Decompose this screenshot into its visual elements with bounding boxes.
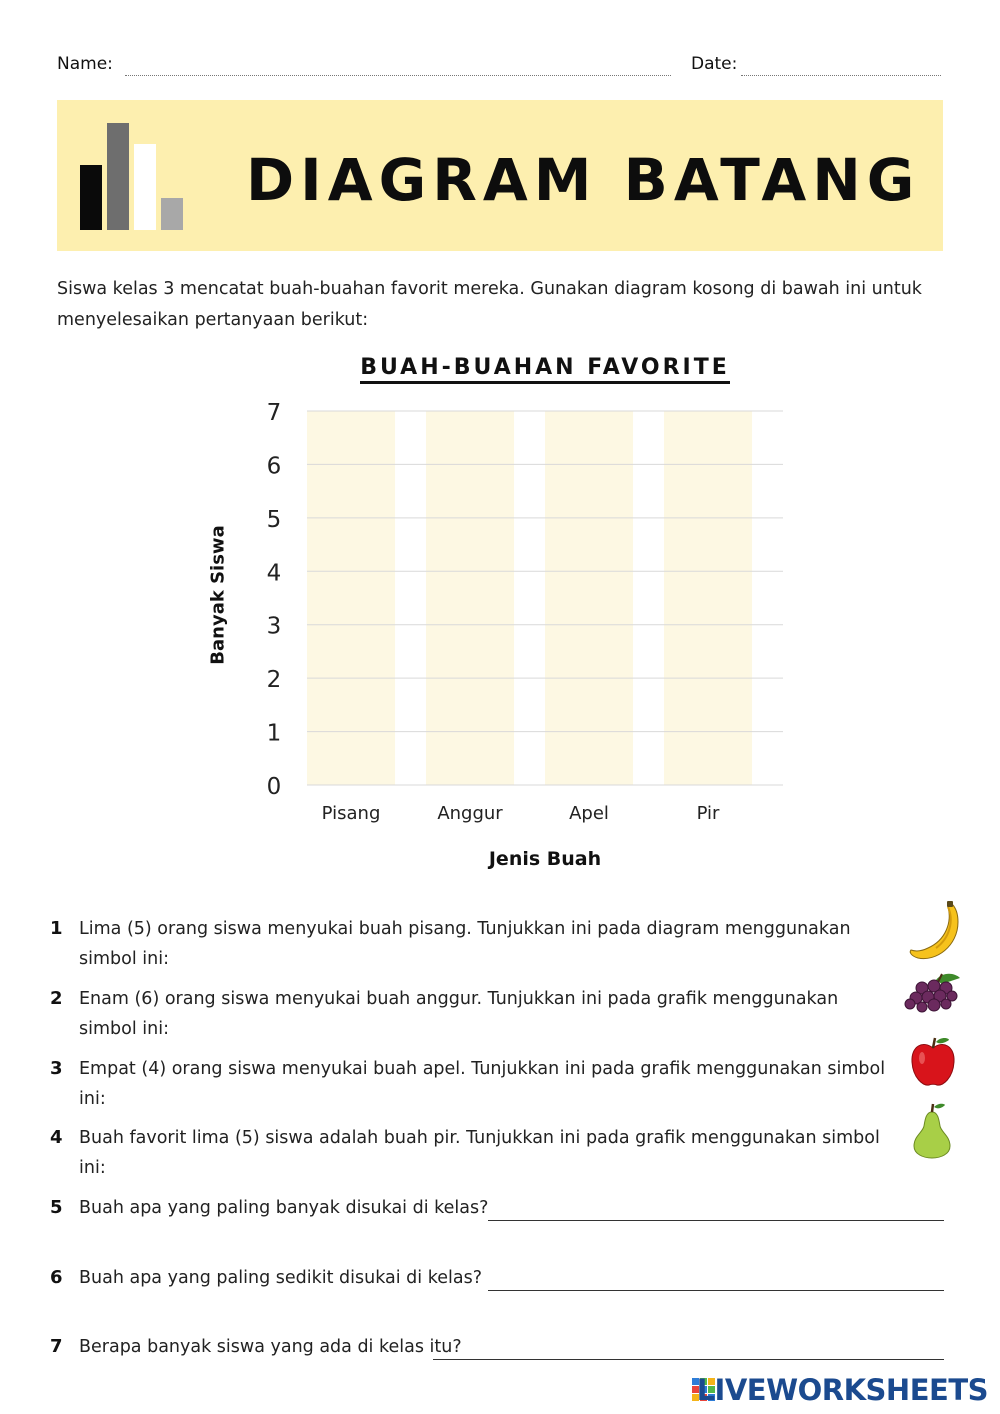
category-column-pisang[interactable] [307,411,395,785]
bar-chart-logo-icon [79,122,185,232]
intro-text: Siswa kelas 3 mencatat buah-buahan favorit mereka. Gunakan diagram kosong di bawah ini untuk menyelesaikan pertanyaan berikut: [57,279,922,330]
x-axis-label: Jenis Buah [488,848,602,870]
date-label: Date: [691,54,738,74]
grapes-icon [902,970,964,1016]
date-field[interactable] [741,75,941,76]
question-text: Empat (4) orang siswa menyukai buah apel. Tunjukkan ini pada grafik menggunakan simbol ini: [79,1059,886,1109]
y-tick-label: 4 [266,560,282,587]
answer-line[interactable] [488,1290,944,1291]
page-title: DIAGRAM BATANG [246,146,921,214]
question-text: Buah apa yang paling sedikit disukai di kelas? [79,1268,482,1288]
question-number: 5 [50,1197,63,1218]
pear-icon [911,1102,953,1160]
x-tick-label: Pir [696,803,720,824]
category-column-pir[interactable] [664,411,752,785]
y-tick-label: 2 [266,667,282,694]
question-number: 2 [50,988,63,1009]
x-tick-label: Pisang [321,803,381,824]
question-text: Buah apa yang paling banyak disukai di kelas? [79,1198,489,1218]
chart-title-text: BUAH-BUAHAN FAVORITE [360,355,730,384]
question-text: Berapa banyak siswa yang ada di kelas itu? [79,1337,462,1357]
bar-chart[interactable] [250,395,810,835]
y-tick-label: 5 [266,506,282,533]
y-tick-label: 3 [266,613,282,640]
question-text: Buah favorit lima (5) siswa adalah buah pir. Tunjukkan ini pada grafik menggunakan simbol ini: [79,1128,880,1178]
y-tick-label: 0 [266,774,282,800]
y-tick-label: 6 [266,453,282,480]
name-label: Name: [57,54,113,74]
question-number: 1 [50,918,63,939]
question-text: Enam (6) orang siswa menyukai buah anggur. Tunjukkan ini pada grafik menggunakan simbol ini: [79,989,839,1039]
name-field[interactable] [125,75,671,76]
y-tick-label: 7 [266,400,282,426]
banana-icon [906,900,964,962]
chart-title [330,355,760,380]
category-column-apel[interactable] [545,411,633,785]
question-text: Lima (5) orang siswa menyukai buah pisang. Tunjukkan ini pada diagram menggunakan simbol ini: [79,919,851,969]
question-number: 4 [50,1127,63,1148]
category-column-anggur[interactable] [426,411,514,785]
question-number: 3 [50,1058,63,1079]
y-tick-label: 1 [266,720,282,747]
question-number: 7 [50,1336,63,1357]
question-number: 6 [50,1267,63,1288]
x-tick-label: Anggur [437,803,503,824]
answer-line[interactable] [433,1359,944,1360]
y-axis-label: Banyak Siswa [207,525,229,665]
answer-line[interactable] [488,1220,944,1221]
brand-wordmark: LIVEWORKSHEETS [696,1373,988,1407]
x-tick-label: Apel [569,803,609,824]
apple-icon [909,1036,957,1088]
